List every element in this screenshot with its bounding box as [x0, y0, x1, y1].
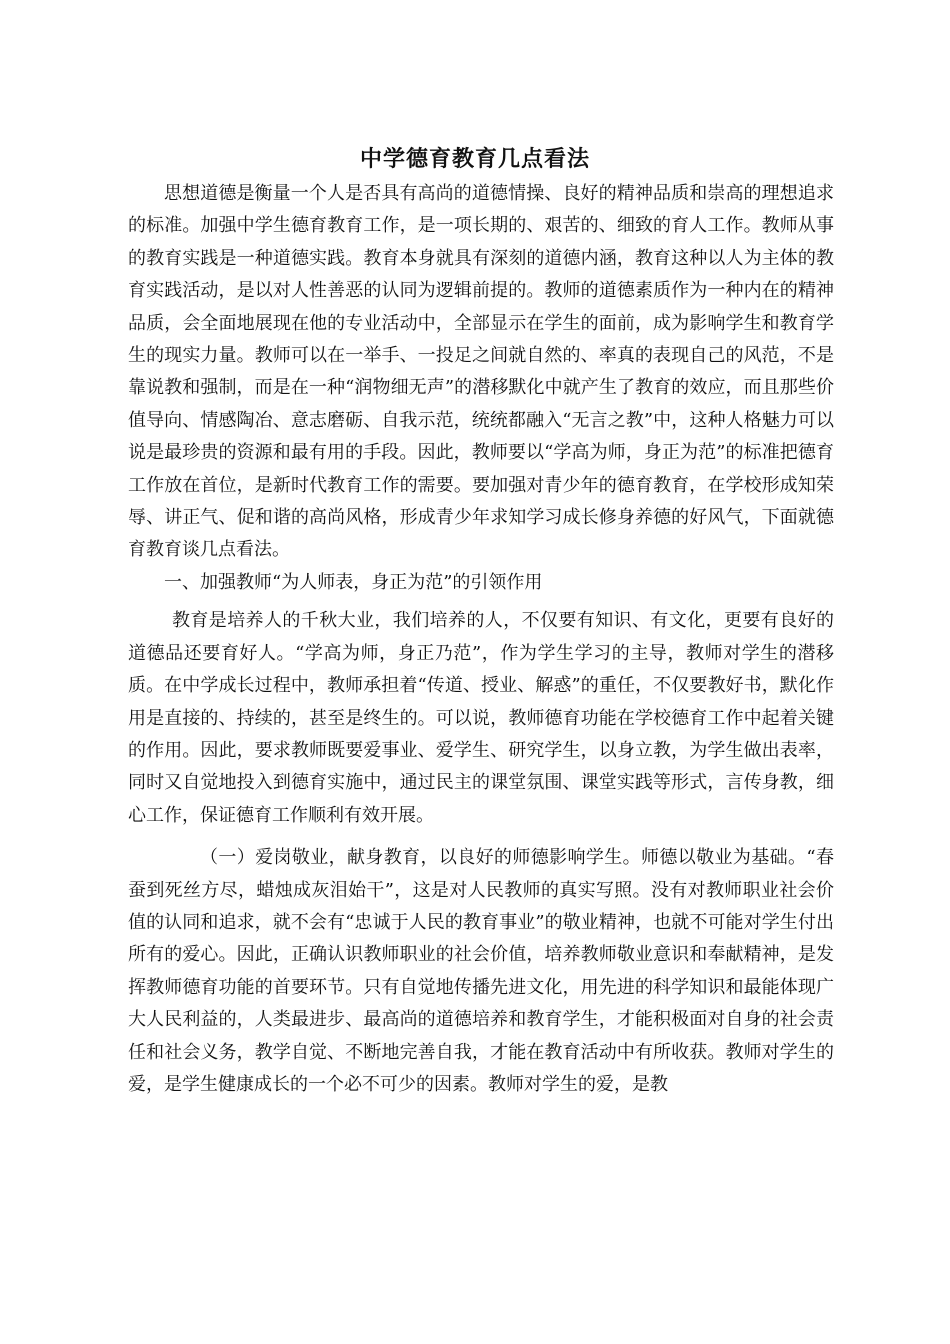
intro-paragraph: 思想道德是衡量一个人是否具有高尚的道德情操、良好的精神品质和崇高的理想追求的标准。加强中学生德育教育工作，是一项长期的、艰苦的、细致的育人工作。教师从事的教育实践是一种道德实践。教育本身就具有深刻的道德内涵，教育这种以人为主体的教育实践活动，是以对人性善恶的认同为逻辑前提的。教师的道德素质作为一种内在的精神品质，会全面地展现在他的专业活动中，全部显示在学生的面前，成为影响学生和教育学生的现实力量。教师可以在一举手、一投足之间就自然的、率真的表现自己的风范，不是靠说教和强制，而是在一种“润物细无声”的潜移默化中就产生了教育的效应，而且那些价值导向、情感陶冶、意志磨砺、自我示范，统统都融入“无言之教”中，这种人格魅力可以说是最珍贵的资源和最有用的手段。因此，教师要以“学高为师，身正为范”的标准把德育工作放在首位，是新时代教育工作的需要。要加强对青少年的德育教育，在学校形成知荣辱、讲正气、促和谐的高尚风格，形成青少年求知学习成长修身养德的好风气，下面就德育教育谈几点看法。	[128, 183, 834, 561]
subsection-paragraph: （一）爱岗敬业，献身教育，以良好的师德影响学生。师德以敬业为基础。“春蚕到死丝方尽，蜡烛成灰泪始干”，这是对人民教师的真实写照。没有对教师职业社会价值的认同和追求，就不会有“忠诚于人民的教育事业”的敬业精神，也就不可能对学生付出所有的爱心。因此，正确认识教师职业的社会价值，培养教师敬业意识和奉献精神，是发挥教师德育功能的首要环节。只有自觉地传播先进文化，用先进的科学知识和最能体现广大人民利益的，人类最进步、最高尚的道德培养和教育学生，才能积极面对自身的社会责任和社会义务，教学自觉、不断地完善自我，才能在教育活动中有所收获。教师对学生的爱，是学生健康成长的一个必不可少的因素。教师对学生的爱，是教	[128, 847, 834, 1095]
document-title: 中学德育教育几点看法	[359, 146, 590, 172]
section-paragraph: 教育是培养人的千秋大业，我们培养的人，不仅要有知识、有文化，更要有良好的道德品还要育好人。“学高为师，身正乃范”，作为学生学习的主导，教师对学生的潜移质。在中学成长过程中，教师承担着“传道、授业、解惑”的重任，不仅要教好书，默化作用是直接的、持续的，甚至是终生的。可以说，教师德育功能在学校德育工作中起着关键的作用。因此，要求教师既要爱事业、爱学生、研究学生，以身立教，为学生做出表率，同时又自觉地投入到德育实施中，通过民主的课堂氛围、课堂实践等形式，言传身教，细心工作，保证德育工作顺利有效开展。	[128, 610, 834, 826]
section-heading: 一、加强教师“为人师表，身正为范”的引领作用	[164, 571, 543, 593]
document-body	[128, 178, 834, 1101]
